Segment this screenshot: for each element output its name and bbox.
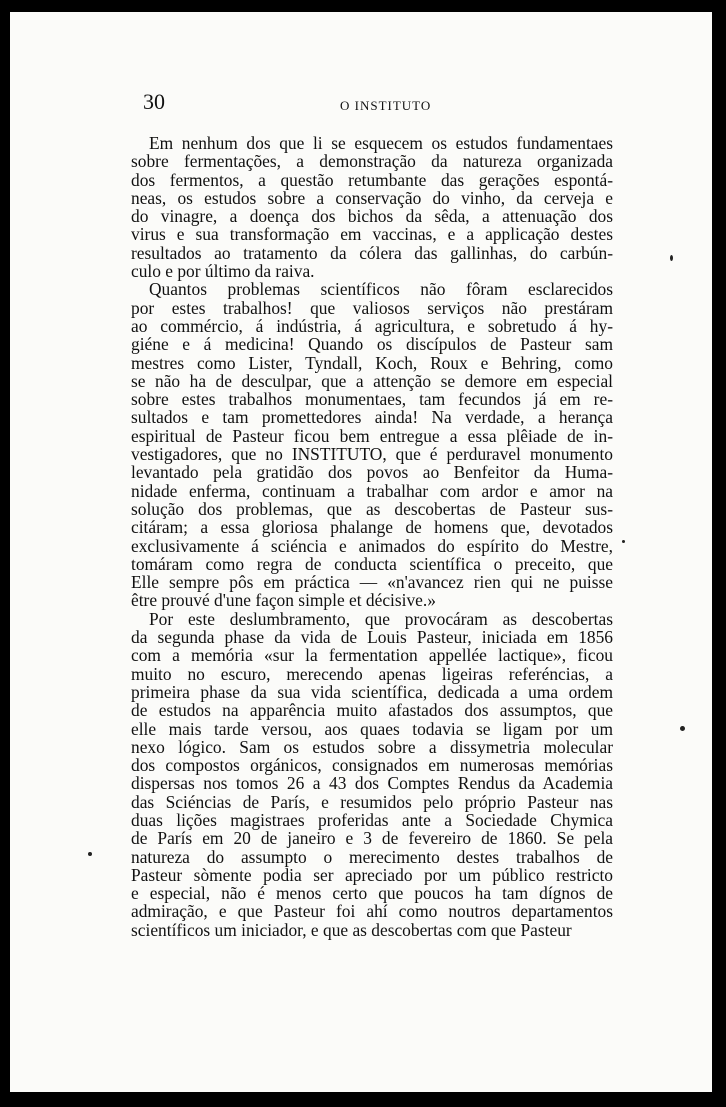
paragraph-2 xyxy=(131,280,613,609)
book-page xyxy=(10,12,712,1092)
print-speck xyxy=(88,852,92,856)
text-line: ao commércio, á indústria, á agricultura, e sobretudo á hy- xyxy=(131,315,613,336)
page-number: 30 xyxy=(143,89,165,114)
body-text xyxy=(131,134,613,939)
text-line: das Sciéncias de París, e resumidos pelo próprio Pasteur nas xyxy=(131,791,613,812)
text-line: tomáram como regra de conducta scientífica o preceito, que xyxy=(131,553,613,574)
text-line: nexo lógico. Sam os estudos sobre a dissymetria molecular xyxy=(131,736,613,757)
paragraph-1 xyxy=(131,134,613,280)
text-line: Pasteur sòmente podia ser apreciado por um público restricto xyxy=(131,864,613,885)
text-line: culo e por último da raiva. xyxy=(131,261,315,282)
text-line: primeira phase da sua vida scientífica, dedicada a uma ordem xyxy=(131,681,613,702)
text-line: Em nenhum dos que li se esquecem os estudos fundamentaes xyxy=(149,133,613,153)
text-line: dispersas nos tomos 26 a 43 dos Comptes Rendus da Academia xyxy=(131,773,613,794)
print-speck xyxy=(680,726,685,731)
text-line: elle mais tarde versou, aos quaes todavia se ligam por um xyxy=(131,718,613,739)
text-line: muito no escuro, merecendo apenas ligeiras referéncias, a xyxy=(131,663,613,684)
text-line: mestres como Lister, Tyndall, Koch, Roux e Behring, como xyxy=(131,352,613,373)
text-line: e especial, não é menos certo que poucos ha tam dígnos de xyxy=(131,883,613,904)
text-line: scientíficos um iniciador, e que as descobertas com que Pasteur xyxy=(131,919,572,940)
text-line: da segunda phase da vida de Louis Pasteur, iniciada em 1856 xyxy=(131,627,613,648)
text-line: resultados ao tratamento da cólera das gallinhas, do carbún- xyxy=(131,242,613,263)
text-line: sultados e tam promettedores ainda! Na verdade, a herança xyxy=(131,407,613,428)
text-line: vestigadores, que no INSTITUTO, que é perduravel monumento xyxy=(131,444,613,465)
text-line: espiritual de Pasteur ficou bem entregue a essa plêiade de in- xyxy=(131,425,613,446)
text-line: do vinagre, a doença dos bichos da sêda, a attenuação dos xyxy=(131,206,613,227)
text-line: com a memória «sur la fermentation appellée lactique», ficou xyxy=(131,645,613,666)
text-line: solução dos problemas, que as descobertas de Pasteur sus- xyxy=(131,498,613,519)
text-line: neas, os estudos sobre a conservação do vinho, da cerveja e xyxy=(131,187,613,208)
text-line: levantado pela gratidão dos povos ao Benfeitor da Huma- xyxy=(131,462,613,483)
running-head: O INSTITUTO xyxy=(340,98,432,113)
text-line: de estudos na apparência muito afastados dos assumptos, que xyxy=(131,700,613,721)
paragraph-3 xyxy=(131,610,613,939)
text-line: por estes trabalhos! que valiosos serviços não prestáram xyxy=(131,297,613,318)
text-line: natureza do assumpto o merecimento destes trabalhos de xyxy=(131,846,613,867)
text-line: admiração, e que Pasteur foi ahí como noutros departamentos xyxy=(131,901,613,922)
text-line: Elle sempre pôs em práctica — «n'avancez rien qui ne puisse xyxy=(131,572,613,593)
text-line: se não ha de desculpar, que a attenção se demore em especial xyxy=(131,370,613,391)
text-line: dos fermentos, a questão retumbante das gerações espontá- xyxy=(131,169,613,190)
print-speck xyxy=(670,255,673,261)
text-line: citáram; a essa gloriosa phalange de homens que, devotados xyxy=(131,517,613,538)
text-line: dos compostos orgánicos, consignados em numerosas memórias xyxy=(131,755,613,776)
text-line: Quantos problemas scientíficos não fôram esclarecidos xyxy=(149,279,613,300)
text-line: être prouvé d'une façon simple et décisive.» xyxy=(131,590,436,611)
text-line: de París em 20 de janeiro e 3 de fevereiro de 1860. Se pela xyxy=(131,828,613,849)
text-line: giéne e á medicina! Quando os discípulos de Pasteur sam xyxy=(131,334,613,355)
text-line: duas lições magistraes proferidas ante a Sociedade Chymica xyxy=(131,809,613,830)
text-line: sobre estes trabalhos monumentaes, tam fecundos já em re- xyxy=(131,389,613,410)
text-line: sobre fermentações, a demonstração da natureza organizada xyxy=(131,151,613,172)
text-line: virus e sua transformação em vaccinas, e a applicação destes xyxy=(131,224,613,245)
text-line: nidade enferma, continuam a trabalhar com ardor e amor na xyxy=(131,480,613,501)
print-speck xyxy=(622,540,625,543)
text-line: exclusivamente á sciéncia e animados do espírito do Mestre, xyxy=(131,535,613,556)
text-line: Por este deslumbramento, que provocáram as descobertas xyxy=(149,608,613,629)
